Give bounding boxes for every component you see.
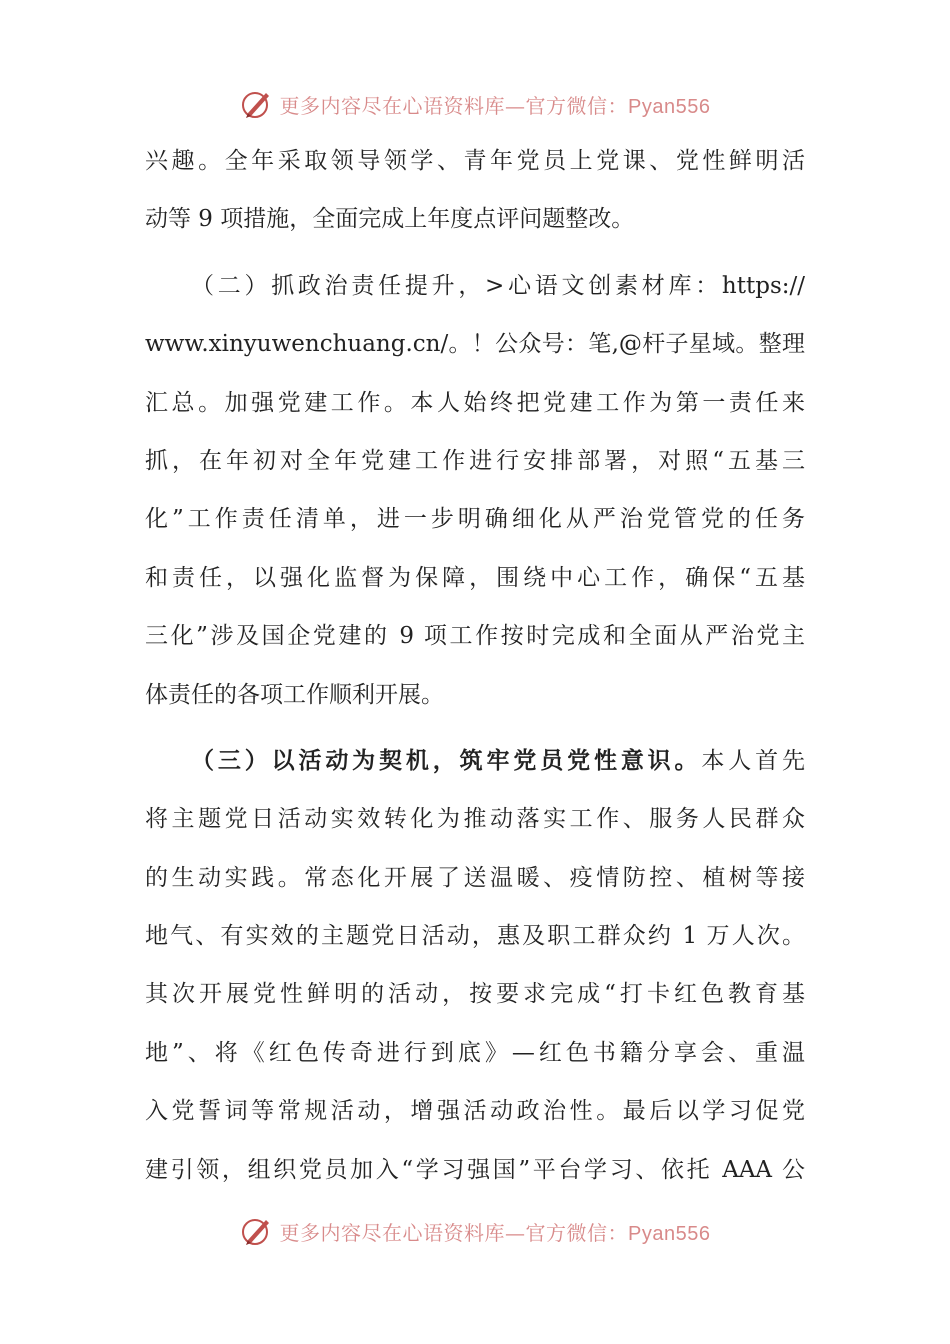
text-line: 入党誓词等常规活动，增强活动政治性。最后以学习促党	[145, 1098, 805, 1125]
text-line: 汇总。加强党建工作。本人始终把党建工作为第一责任来	[145, 389, 805, 416]
text-line: 抓，在年初对全年党建工作进行安排部署，对照“五基三	[145, 447, 805, 474]
banner-wechat-id: Pyan556	[628, 95, 711, 118]
banner-wechat-id: Pyan556	[628, 1222, 711, 1245]
text-line: www.xinyuwenchuang.cn/。！公众号：笔,@杆子星域。整理	[145, 331, 805, 358]
banner-text: 更多内容尽在心语资料库—官方微信：Pyan556	[279, 1220, 711, 1245]
text-line: 的生动实践。常态化开展了送温暖、疫情防控、植树等接	[145, 864, 805, 891]
pen-circle-logo-icon	[240, 1214, 274, 1248]
text-line: 兴趣。全年采取领导领学、青年党员上党课、党性鲜明活	[145, 148, 805, 174]
text-line: （三）以活动为契机，筑牢党员党性意识。本人首先	[191, 746, 805, 774]
text-line: 体责任的各项工作顺利开展。	[145, 681, 444, 708]
section-heading: （三）以活动为契机，筑牢党员党性意识。	[191, 746, 702, 774]
text-line: 其次开展党性鲜明的活动，按要求完成“打卡红色教育基	[145, 981, 805, 1008]
text-line: 化”工作责任清单，进一步明确细化从严治党管党的任务	[145, 506, 805, 533]
text-line: 将主题党日活动实效转化为推动落实工作、服务人民群众	[145, 806, 805, 833]
text-line: 建引领，组织党员加入“学习强国”平台学习、依托 AAA 公	[145, 1156, 805, 1183]
text-line: 和责任，以强化监督为保障，围绕中心工作，确保“五基	[145, 564, 805, 591]
text-line: 动等 9 项措施，全面完成上年度点评问题整改。	[145, 206, 635, 233]
pen-circle-logo-icon	[240, 87, 274, 121]
footer-watermark-banner	[0, 1211, 950, 1251]
text-line: 三化”涉及国企党建的 9 项工作按时完成和全面从严治党主	[145, 623, 805, 650]
header-watermark-banner	[0, 84, 950, 124]
banner-text: 更多内容尽在心语资料库—官方微信：Pyan556	[279, 93, 711, 118]
document-body	[145, 132, 805, 1199]
text-line: （二）抓政治责任提升，>心语文创素材库：https://	[191, 272, 805, 299]
text-line: 地气、有实效的主题党日活动，惠及职工群众约 1 万人次。	[145, 923, 805, 950]
text-line: 地”、将《红色传奇进行到底》—红色书籍分享会、重温	[145, 1039, 805, 1066]
